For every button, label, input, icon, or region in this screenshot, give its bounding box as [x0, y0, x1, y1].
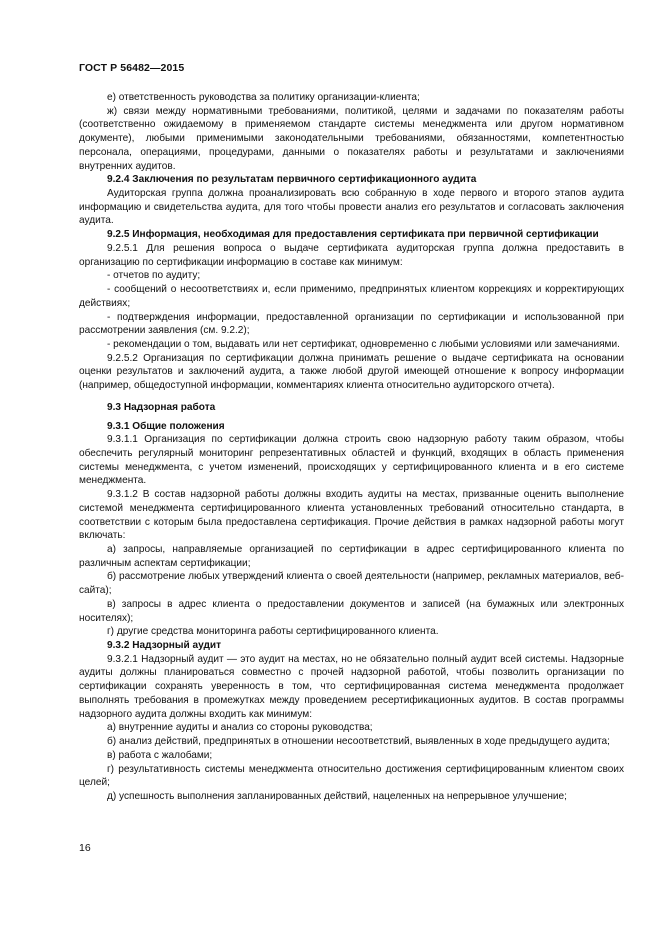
paragraph-9-2-5-2: 9.2.5.2 Организация по сертификации должна принимать решение о выдаче сертификата на основании оценки результатов и заключений аудита, а также любой другой имеющей отношение к вопросу информации (например, общедоступной информации, комментариях клиента относительно аудиторского отчета). — [79, 352, 624, 392]
page-number: 16 — [79, 842, 91, 854]
paragraph-9-3-1-1: 9.3.1.1 Организация по сертификации должна строить свою надзорную работу таким образом, чтобы обеспечить регулярный мониторинг репрезентативных областей и функций, входящих в область применения системы менеджмента, с учетом изменений, происходящих у сертифицированного клиента и в его системе менеджмента. — [79, 434, 624, 487]
section-heading-9-3-1: 9.3.1 Общие положения — [107, 420, 225, 432]
paragraph: Аудиторская группа должна проанализировать всю собранную в ходе первого и второго этапов аудита информацию и свидетельства аудита, для того чтобы провести анализ его результатов и согласовать заключения аудита. — [79, 188, 624, 227]
section-heading-9-2-4: 9.2.4 Заключения по результатам первичного сертификационного аудита — [107, 174, 477, 186]
list-item-v: в) работа с жалобами; — [107, 749, 213, 761]
list-item-g: г) результативность системы менеджмента относительно достижения сертифицированным клиентом своих целей; — [79, 763, 624, 789]
paragraph-9-3-1-2: 9.3.1.2 В состав надзорной работы должны входить аудиты на местах, призванные оценить выполнение системой менеджмента сертифицированного клиента установленных требований относительно стандарта, в соответствии с которым была предоставлена сертификация. Прочие действия в рамках надзорной работы могут включать: — [79, 489, 624, 542]
section-heading-9-3-2: 9.3.2 Надзорный аудит — [107, 640, 222, 652]
list-item-zh: ж) связи между нормативными требованиями, политикой, целями и задачами по показателям работы (соответственно ожидаемому в применяемом стандарте системы менеджмента или другом нормативном документе), любыми применимыми законодательными требованиями, обязанностями, компетентностью персонала, операциями, процедурами, данными о показателях работы и результатами и заключениями внутренних аудитов. — [79, 105, 624, 172]
list-item-a: а) запросы, направляемые организацией по сертификации в адрес сертифицированного клиента по различным аспектам сертификации; — [79, 544, 624, 569]
list-item-b: б) анализ действий, предпринятых в отношении несоответствий, выявленных в ходе предыдущего аудита; — [107, 736, 610, 748]
section-heading-9-3: 9.3 Надзорная работа — [107, 401, 216, 413]
dash-list-item: - рекомендации о том, выдавать или нет сертификат, одновременно с любыми условиями или замечаниями. — [107, 338, 620, 350]
list-item-v: в) запросы в адрес клиента о предоставлении документов и записей (на бумажных или электронных носителях); — [79, 598, 624, 624]
list-item-d: д) успешность выполнения запланированных действий, нацеленных на непрерывное улучшение; — [107, 790, 567, 802]
list-item-g: г) другие средства мониторинга работы сертифицированного клиента. — [107, 626, 439, 638]
standard-header: ГОСТ Р 56482—2015 — [79, 62, 185, 74]
paragraph-9-3-2-1: 9.3.2.1 Надзорный аудит — это аудит на местах, но не обязательно полный аудит всей системы. Надзорные аудиты должны планироваться совместно с прочей надзорной работой, чтобы позволить организации по сертификации сохранять уверенность в том, что сертифицированная система менеджмента продолжает выполнять требования в промежутках между проведением ресертификационных аудитов. В состав программы надзорного аудита должны входить как минимум: — [79, 653, 624, 720]
section-heading-9-2-5: 9.2.5 Информация, необходимая для предоставления сертификата при первичной сертификации — [107, 229, 599, 241]
list-item-e: е) ответственность руководства за политику организации-клиента; — [107, 92, 420, 103]
paragraph-9-2-5-1: 9.2.5.1 Для решения вопроса о выдаче сертификата аудиторская группа должна предоставить в организацию по сертификации информацию в составе как минимум: — [79, 242, 624, 268]
dash-list-item: - отчетов по аудиту; — [107, 270, 201, 282]
document-body — [79, 91, 624, 804]
list-item-b: б) рассмотрение любых утверждений клиента о своей деятельности (например, рекламных материалов, веб-сайта); — [79, 571, 624, 597]
dash-list-item: - сообщений о несоответствиях и, если применимо, предпринятых клиентом коррекциях и корректирующих действиях; — [79, 284, 624, 309]
dash-list-item: - подтверждения информации, предоставленной организации по сертификации и использованной при рассмотрении заявления (см. 9.2.2); — [79, 311, 624, 337]
list-item-a: а) внутренние аудиты и анализ со стороны руководства; — [107, 722, 373, 734]
